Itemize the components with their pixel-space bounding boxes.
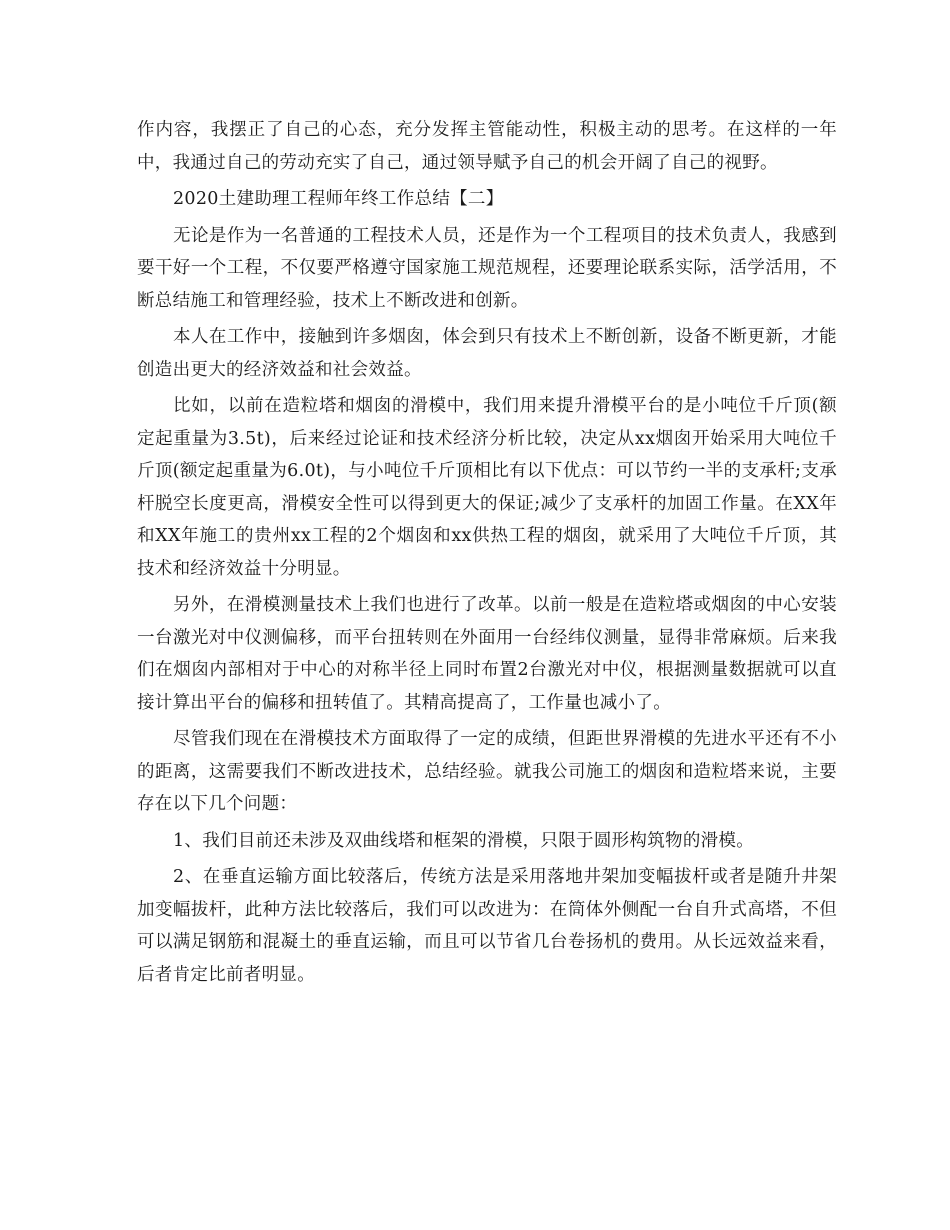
paragraph: 另外，在滑模测量技术上我们也进行了改革。以前一般是在造粒塔或烟囱的中心安装一台激光对中仪测偏移，而平台扭转则在外面用一台经纬仪测量，显得非常麻烦。后来我们在烟囱内部相对于中心的对称半径上同时布置2台激光对中仪，根据测量数据就可以直接计算出平台的偏移和扭转值了。其精高提高了，工作量也减小了。 bbox=[137, 595, 837, 713]
list-item: 2、在垂直运输方面比较落后，传统方法是采用落地井架加变幅拔杆或者是随升井架加变幅拔杆，此种方法比较落后，我们可以改进为：在筒体外侧配一台自升式高塔，不但可以满足钢筋和混凝土的垂直运输，而且可以节省几台卷扬机的费用。从长远效益来看，后者肯定比前者明显。 bbox=[137, 867, 837, 985]
document-body bbox=[137, 114, 837, 995]
paragraph-continuation: 作内容，我摆正了自己的心态，充分发挥主管能动性，积极主动的思考。在这样的一年中，我通过自己的劳动充实了自己，通过领导赋予自己的机会开阔了自己的视野。 bbox=[137, 120, 837, 173]
list-item: 1、我们目前还未涉及双曲线塔和框架的滑模，只限于圆形构筑物的滑模。 bbox=[173, 830, 755, 851]
paragraph: 无论是作为一名普通的工程技术人员，还是作为一个工程项目的技术负责人，我感到要干好一个工程，不仅要严格遵守国家施工规范规程，还要理论联系实际，活学活用，不断总结施工和管理经验，技术上不断改进和创新。 bbox=[137, 225, 837, 311]
paragraph: 尽管我们现在在滑模技术方面取得了一定的成绩，但距世界滑模的先进水平还有不小的距离，这需要我们不断改进技术，总结经验。就我公司施工的烟囱和造粒塔来说，主要存在以下几个问题： bbox=[137, 729, 837, 814]
section-heading: 2020土建助理工程师年终工作总结【二】 bbox=[173, 189, 504, 209]
paragraph: 比如，以前在造粒塔和烟囱的滑模中，我们用来提升滑模平台的是小吨位千斤顶(额定起重量为3.5t)，后来经过论证和技术经济分析比较，决定从xx烟囱开始采用大吨位千斤顶(额定起重量为6.0t)，与小吨位千斤顶相比有以下优点：可以节约一半的支承杆;支承杆脱空长度更高，滑模安全性可以得到更大的保证;减少了支承杆的加固工作量。在XX年和XX年施工的贵州xx工程的2个烟囱和xx供热工程的烟囱，就采用了大吨位千斤顶，其技术和经济效益十分明显。 bbox=[137, 396, 837, 579]
paragraph: 本人在工作中，接触到许多烟囱，体会到只有技术上不断创新，设备不断更新，才能创造出更大的经济效益和社会效益。 bbox=[137, 327, 837, 380]
